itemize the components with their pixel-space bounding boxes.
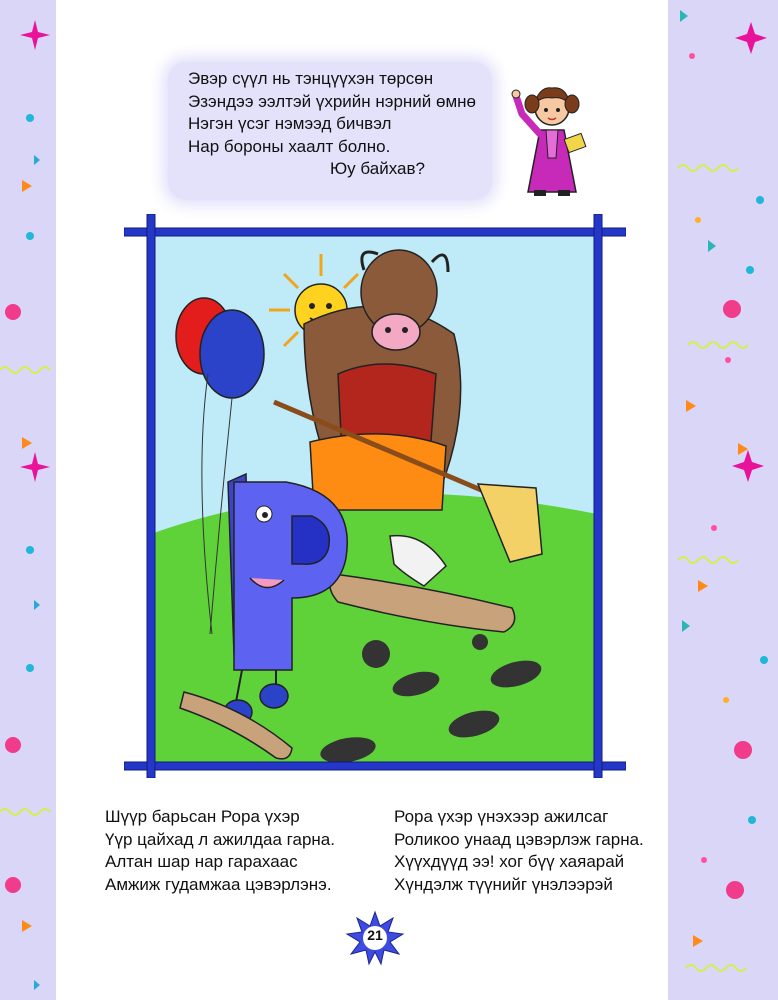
poem-line: Амжиж гудамжаа цэвэрлэнэ.: [105, 874, 332, 894]
riddle-line: Эвэр сүүл нь тэнцүүхэн төрсөн: [188, 69, 434, 88]
poem-line: Роликоо унаад цэвэрлэж гарна.: [394, 829, 644, 849]
poem-line: Рора үхэр үнэхээр ажилсаг: [394, 807, 609, 826]
page-number-badge: [345, 910, 405, 966]
poem-line: Хүндэлж түүнийг үнэлээрэй: [394, 874, 613, 894]
poem-right-column: [394, 806, 644, 896]
riddle-line: Нар бороны хаалт болно.: [188, 136, 391, 156]
left-decor-panel: [0, 0, 56, 1000]
girl-pointing-icon: [510, 74, 602, 200]
riddle-line: Эзэндээ ээлтэй үхрийн нэрний өмнө: [188, 91, 476, 111]
page-number: 21: [367, 927, 383, 943]
riddle-line: Нэгэн үсэг нэмээд бичвэл: [188, 114, 392, 133]
riddle-text: [188, 68, 476, 181]
poem-line: Хүүхдүүд ээ! хог бүү хаяарай: [394, 852, 625, 871]
poem-left-column: [105, 806, 335, 896]
confetti-decor-left: [0, 0, 56, 1000]
poem-line: Алтан шар нар гарахаас: [105, 852, 298, 871]
confetti-decor-right: [668, 0, 778, 1000]
poem-line: Шүүр барьсан Рора үхэр: [105, 807, 300, 826]
riddle-answer: Юу байхав?: [330, 159, 425, 178]
poem-line: Үүр цайхад л ажилдаа гарна.: [105, 829, 335, 849]
illustration-frame: [124, 214, 626, 778]
right-decor-panel: [668, 0, 778, 1000]
